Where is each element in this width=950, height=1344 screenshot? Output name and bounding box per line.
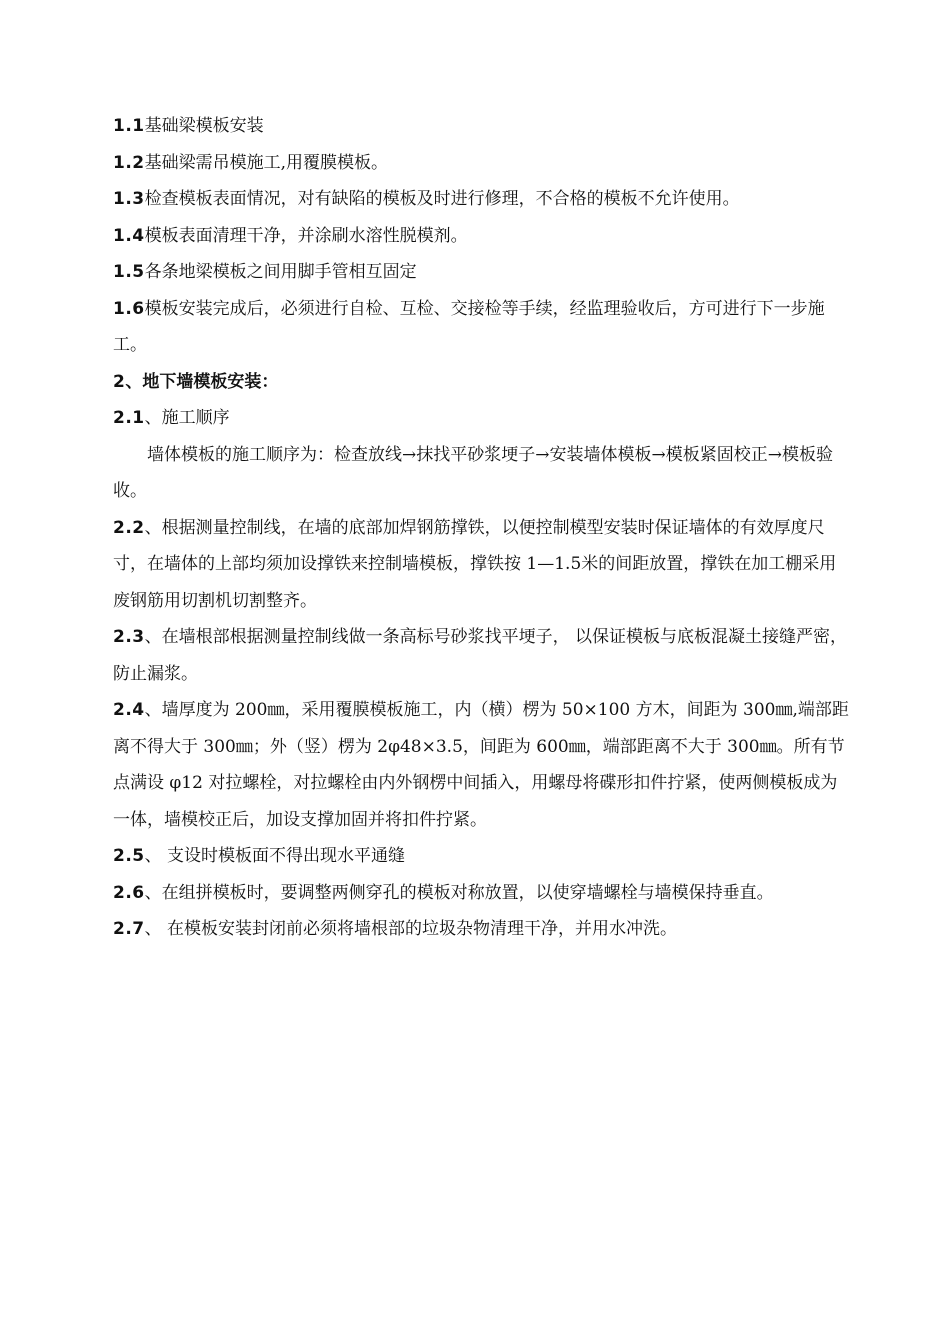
- paragraph-2-1: [113, 400, 853, 437]
- paragraph-text: 、 支设时模板面不得出现水平通缝: [144, 846, 406, 866]
- paragraph-2-4: [113, 692, 853, 838]
- section-number: 1.6: [113, 298, 145, 319]
- section-number: 2.1: [113, 408, 145, 428]
- section-number: 2.6: [113, 882, 145, 903]
- paragraph-1-2: [113, 145, 853, 182]
- section-heading-2: [113, 364, 853, 401]
- paragraph-text: 各条地梁模板之间用脚手管相互固定: [144, 262, 417, 282]
- section-number: 1.1: [113, 116, 145, 136]
- section-number: 1.4: [113, 225, 145, 246]
- paragraph-text: 基础梁模板安装: [144, 116, 264, 136]
- section-number: 2.7: [113, 919, 145, 939]
- heading-text: 、地下墙模板安装：: [125, 371, 279, 392]
- document-body: [113, 108, 853, 948]
- paragraph-text: 、在组拼模板时，要调整两侧穿孔的模板对称放置，以使穿墙螺栓与墙模保持垂直。: [144, 882, 774, 903]
- paragraph-text: 、在墙根部根据测量控制线做一条高标号砂浆找平埂子， 以保证模板与底板混凝土接缝严密，防止漏浆。: [113, 627, 848, 684]
- paragraph-1-5: [113, 254, 853, 291]
- section-number: 1.3: [113, 189, 145, 209]
- paragraph-2-5: [113, 838, 853, 875]
- section-number: 1.2: [113, 152, 145, 173]
- paragraph-text: 基础梁需吊模施工,用覆膜模板。: [144, 152, 389, 173]
- paragraph-construction-sequence: [113, 437, 853, 510]
- section-number: 2: [113, 371, 126, 392]
- paragraph-1-4: [113, 218, 853, 255]
- paragraph-text: 模板表面清理干净，并涂刷水溶性脱模剂。: [144, 225, 468, 246]
- paragraph-text: 、 在模板安装封闭前必须将墙根部的垃圾杂物清理干净，并用水冲洗。: [144, 919, 678, 939]
- paragraph-text: 、根据测量控制线，在墙的底部加焊钢筋撑铁，以便控制模型安装时保证墙体的有效厚度尺寸，在墙体的上部均须加设撑铁来控制墙模板，撑铁按 1—1.5米的间距放置，撑铁在加工棚采用废钢筋用切割机切割整齐。: [113, 517, 837, 611]
- paragraph-text: 、墙厚度为 200㎜，采用覆膜模板施工，内（横）楞为 50×100 方木，间距为 300㎜,端部距离不得大于 300㎜；外（竖）楞为 2φ48×3.5，间距为 600㎜，端部距离不大于 300㎜。所有节点满设 φ12 对拉螺栓，对拉螺栓由内外钢楞中间插入，用螺母将碟形扣件拧紧，使两侧模板成为一体，墙模校正后，加设支撑加固并将扣件拧紧。: [113, 700, 849, 830]
- section-number: 1.5: [113, 262, 145, 282]
- section-number: 2.3: [113, 627, 145, 647]
- section-number: 2.5: [113, 846, 145, 866]
- paragraph-1-6: [113, 291, 853, 364]
- paragraph-2-3: [113, 619, 853, 692]
- section-number: 2.4: [113, 700, 145, 720]
- paragraph-text: 、施工顺序: [144, 408, 230, 428]
- section-number: 2.2: [113, 517, 145, 538]
- paragraph-text: 墙体模板的施工顺序为：检查放线→抹找平砂浆埂子→安装墙体模板→模板紧固校正→模板验收。: [113, 444, 833, 501]
- paragraph-2-2: [113, 510, 853, 620]
- paragraph-text: 模板安装完成后，必须进行自检、互检、交接检等手续，经监理验收后，方可进行下一步施工。: [113, 298, 825, 355]
- paragraph-1-1: [113, 108, 853, 145]
- paragraph-text: 检查模板表面情况，对有缺陷的模板及时进行修理，不合格的模板不允许使用。: [144, 189, 740, 209]
- paragraph-2-7: [113, 911, 853, 948]
- paragraph-2-6: [113, 875, 853, 912]
- paragraph-1-3: [113, 181, 853, 218]
